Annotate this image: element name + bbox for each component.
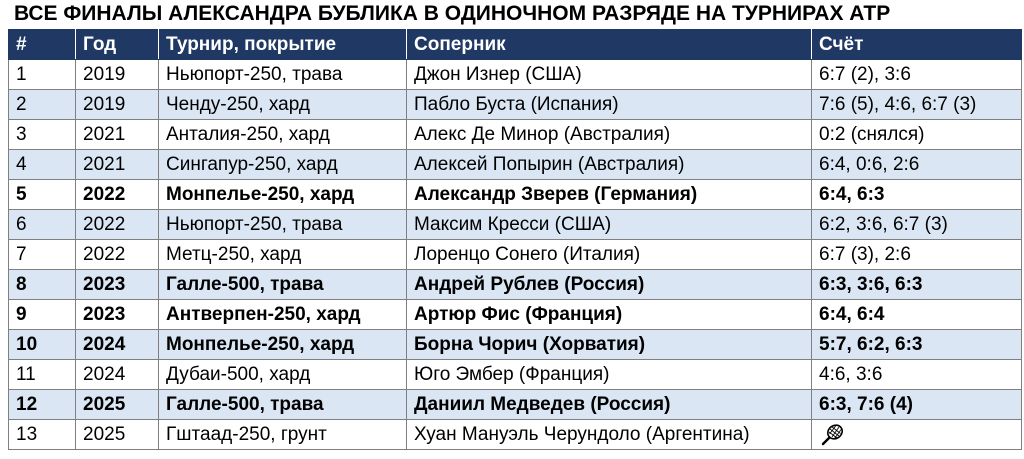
cell-year: 2022 [76, 180, 159, 210]
column-header-score: Счёт [812, 30, 1022, 60]
cell-year: 2023 [76, 300, 159, 330]
cell-tournament: Ньюпорт-250, трава [159, 210, 407, 240]
cell-tournament: Галле-500, трава [159, 390, 407, 420]
column-header-year: Год [76, 30, 159, 60]
cell-opponent: Даниил Медведев (Россия) [407, 390, 812, 420]
cell-score: 6:7 (2), 3:6 [812, 60, 1022, 90]
cell-year: 2025 [76, 420, 159, 450]
page-title: ВСЕ ФИНАЛЫ АЛЕКСАНДРА БУБЛИКА В ОДИНОЧНОМ РАЗРЯДЕ НА ТУРНИРАХ АТР [14, 2, 891, 25]
cell-score [812, 420, 1022, 450]
table-row [9, 120, 1022, 150]
column-header-number: # [9, 30, 76, 60]
cell-tournament: Метц-250, хард [159, 240, 407, 270]
cell-score: 4:6, 3:6 [812, 360, 1022, 390]
cell-opponent: Юго Эмбер (Франция) [407, 360, 812, 390]
cell-tournament: Монпелье-250, хард [159, 180, 407, 210]
cell-year: 2025 [76, 390, 159, 420]
cell-opponent: Джон Изнер (США) [407, 60, 812, 90]
cell-score: 6:4, 6:3 [812, 180, 1022, 210]
cell-opponent: Андрей Рублев (Россия) [407, 270, 812, 300]
table-row [9, 210, 1022, 240]
cell-number: 6 [9, 210, 76, 240]
table-row [9, 330, 1022, 360]
tennis-racket-icon [819, 423, 845, 447]
cell-score: 6:4, 6:4 [812, 300, 1022, 330]
table-row [9, 420, 1022, 450]
cell-opponent: Максим Кресси (США) [407, 210, 812, 240]
finals-table [8, 29, 1022, 450]
table-row [9, 300, 1022, 330]
cell-year: 2021 [76, 150, 159, 180]
cell-score: 0:2 (снялся) [812, 120, 1022, 150]
cell-opponent: Пабло Буста (Испания) [407, 90, 812, 120]
table-row [9, 150, 1022, 180]
table-row [9, 60, 1022, 90]
cell-score: 6:4, 0:6, 2:6 [812, 150, 1022, 180]
cell-tournament: Анталия-250, хард [159, 120, 407, 150]
column-header-opponent: Соперник [407, 30, 812, 60]
cell-number: 10 [9, 330, 76, 360]
cell-number: 4 [9, 150, 76, 180]
cell-tournament: Монпелье-250, хард [159, 330, 407, 360]
cell-number: 8 [9, 270, 76, 300]
cell-number: 12 [9, 390, 76, 420]
cell-year: 2019 [76, 90, 159, 120]
cell-number: 7 [9, 240, 76, 270]
table-row [9, 270, 1022, 300]
cell-score: 7:6 (5), 4:6, 6:7 (3) [812, 90, 1022, 120]
cell-number: 13 [9, 420, 76, 450]
cell-opponent: Алексей Попырин (Австралия) [407, 150, 812, 180]
table-row [9, 360, 1022, 390]
cell-tournament: Галле-500, трава [159, 270, 407, 300]
cell-number: 9 [9, 300, 76, 330]
cell-score: 6:3, 3:6, 6:3 [812, 270, 1022, 300]
cell-opponent: Александр Зверев (Германия) [407, 180, 812, 210]
cell-number: 2 [9, 90, 76, 120]
cell-tournament: Сингапур-250, хард [159, 150, 407, 180]
cell-opponent: Борна Чорич (Хорватия) [407, 330, 812, 360]
cell-number: 3 [9, 120, 76, 150]
cell-score: 5:7, 6:2, 6:3 [812, 330, 1022, 360]
cell-score: 6:7 (3), 2:6 [812, 240, 1022, 270]
cell-tournament: Ченду-250, хард [159, 90, 407, 120]
column-header-tournament: Турнир, покрытие [159, 30, 407, 60]
cell-year: 2024 [76, 330, 159, 360]
cell-tournament: Антверпен-250, хард [159, 300, 407, 330]
cell-opponent: Алекс Де Минор (Австралия) [407, 120, 812, 150]
cell-number: 1 [9, 60, 76, 90]
cell-tournament: Ньюпорт-250, трава [159, 60, 407, 90]
table-row [9, 240, 1022, 270]
cell-year: 2019 [76, 60, 159, 90]
table-row [9, 390, 1022, 420]
cell-opponent: Артюр Фис (Франция) [407, 300, 812, 330]
cell-year: 2023 [76, 270, 159, 300]
cell-opponent: Лоренцо Сонего (Италия) [407, 240, 812, 270]
table-header-row [9, 30, 1022, 60]
cell-year: 2021 [76, 120, 159, 150]
cell-tournament: Гштаад-250, грунт [159, 420, 407, 450]
table-row [9, 180, 1022, 210]
table-row [9, 90, 1022, 120]
cell-number: 11 [9, 360, 76, 390]
cell-year: 2022 [76, 240, 159, 270]
cell-opponent: Хуан Мануэль Черундоло (Аргентина) [407, 420, 812, 450]
cell-score: 6:2, 3:6, 6:7 (3) [812, 210, 1022, 240]
cell-number: 5 [9, 180, 76, 210]
cell-year: 2024 [76, 360, 159, 390]
cell-score: 6:3, 7:6 (4) [812, 390, 1022, 420]
cell-tournament: Дубаи-500, хард [159, 360, 407, 390]
cell-year: 2022 [76, 210, 159, 240]
